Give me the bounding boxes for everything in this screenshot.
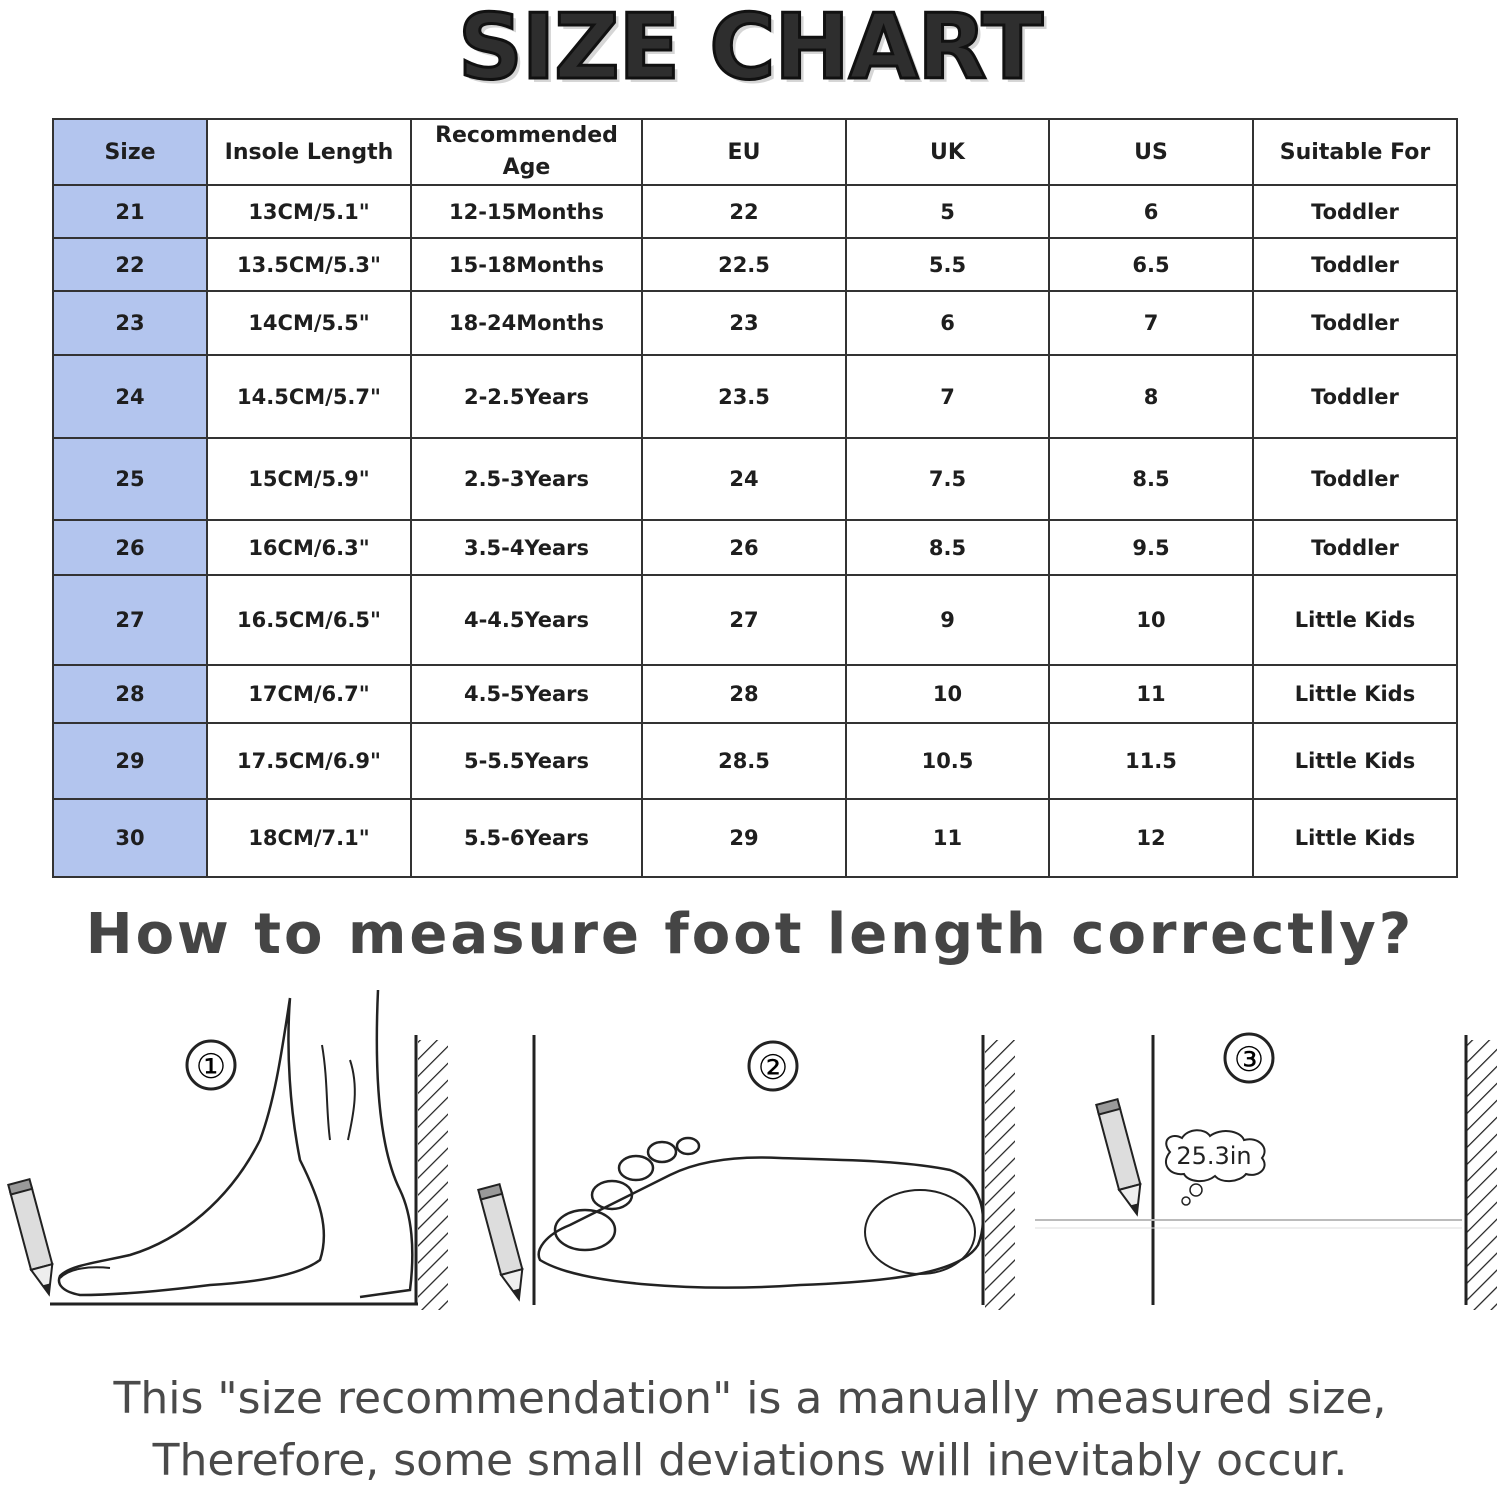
cell-size: 27 — [53, 575, 207, 665]
step-2-illustration — [478, 1035, 1015, 1310]
cell-size: 22 — [53, 238, 207, 291]
measurement-illustrations — [0, 985, 1500, 1325]
cell-insole-length: 14.5CM/5.7" — [207, 355, 411, 438]
step-1-illustration — [8, 990, 448, 1310]
cell-eu: 26 — [642, 520, 846, 575]
cell-suitable-for: Toddler — [1253, 238, 1457, 291]
table-row — [53, 291, 1457, 355]
header-us: US — [1049, 119, 1253, 185]
header-eu: EU — [642, 119, 846, 185]
cell-us: 8.5 — [1049, 438, 1253, 520]
table-row — [53, 575, 1457, 665]
cell-recommended-age: 2.5-3Years — [411, 438, 642, 520]
cell-size: 28 — [53, 665, 207, 723]
table-row — [53, 438, 1457, 520]
cell-uk: 7 — [846, 355, 1049, 438]
table-row — [53, 355, 1457, 438]
cell-suitable-for: Little Kids — [1253, 665, 1457, 723]
cell-recommended-age: 2-2.5Years — [411, 355, 642, 438]
cell-suitable-for: Toddler — [1253, 185, 1457, 238]
cell-uk: 11 — [846, 799, 1049, 877]
cell-uk: 6 — [846, 291, 1049, 355]
header-uk: UK — [846, 119, 1049, 185]
cell-eu: 23.5 — [642, 355, 846, 438]
cell-suitable-for: Toddler — [1253, 291, 1457, 355]
wall-hatching-icon — [985, 1040, 1015, 1310]
cell-size: 29 — [53, 723, 207, 799]
cell-us: 6.5 — [1049, 238, 1253, 291]
cell-eu: 22 — [642, 185, 846, 238]
table-row — [53, 665, 1457, 723]
cell-eu: 28.5 — [642, 723, 846, 799]
table-header-row — [53, 119, 1457, 185]
cell-eu: 28 — [642, 665, 846, 723]
pencil-icon — [478, 1184, 529, 1302]
cell-us: 11.5 — [1049, 723, 1253, 799]
step-1-number: ① — [195, 1047, 227, 1087]
cell-suitable-for: Toddler — [1253, 355, 1457, 438]
cell-us: 10 — [1049, 575, 1253, 665]
cell-recommended-age: 12-15Months — [411, 185, 642, 238]
cell-eu: 24 — [642, 438, 846, 520]
cell-uk: 9 — [846, 575, 1049, 665]
header-suitable-for: Suitable For — [1253, 119, 1457, 185]
cell-insole-length: 13.5CM/5.3" — [207, 238, 411, 291]
table-row — [53, 238, 1457, 291]
cell-uk: 10.5 — [846, 723, 1049, 799]
header-recommended-age: Recommended Age — [411, 119, 642, 185]
cell-insole-length: 18CM/7.1" — [207, 799, 411, 877]
cell-suitable-for: Little Kids — [1253, 575, 1457, 665]
wall-hatching-icon — [1467, 1040, 1497, 1310]
cell-insole-length: 16CM/6.3" — [207, 520, 411, 575]
cell-recommended-age: 15-18Months — [411, 238, 642, 291]
cell-us: 11 — [1049, 665, 1253, 723]
size-table — [52, 118, 1458, 878]
disclaimer-line-1: This "size recommendation" is a manually measured size, — [113, 1373, 1387, 1424]
cell-eu: 27 — [642, 575, 846, 665]
disclaimer-note — [0, 1368, 1500, 1492]
cell-insole-length: 17.5CM/6.9" — [207, 723, 411, 799]
cell-size: 23 — [53, 291, 207, 355]
cell-suitable-for: Toddler — [1253, 438, 1457, 520]
step-3-number: ③ — [1233, 1040, 1265, 1080]
pencil-icon — [8, 1179, 59, 1297]
measure-heading: How to measure foot length correctly? — [85, 902, 1415, 967]
header-size: Size — [53, 119, 207, 185]
foot-sole-icon — [539, 1158, 983, 1288]
cell-recommended-age: 18-24Months — [411, 291, 642, 355]
cell-uk: 10 — [846, 665, 1049, 723]
cell-uk: 5.5 — [846, 238, 1049, 291]
cell-eu: 29 — [642, 799, 846, 877]
cell-suitable-for: Little Kids — [1253, 799, 1457, 877]
cell-insole-length: 14CM/5.5" — [207, 291, 411, 355]
cell-suitable-for: Little Kids — [1253, 723, 1457, 799]
cell-us: 6 — [1049, 185, 1253, 238]
cell-insole-length: 13CM/5.1" — [207, 185, 411, 238]
measurement-value: 25.3in — [1176, 1142, 1252, 1170]
cell-recommended-age: 5.5-6Years — [411, 799, 642, 877]
cell-us: 12 — [1049, 799, 1253, 877]
header-insole-length: Insole Length — [207, 119, 411, 185]
step-2-number: ② — [757, 1048, 789, 1088]
table-row — [53, 520, 1457, 575]
cell-us: 7 — [1049, 291, 1253, 355]
cell-us: 9.5 — [1049, 520, 1253, 575]
cell-insole-length: 17CM/6.7" — [207, 665, 411, 723]
cell-recommended-age: 5-5.5Years — [411, 723, 642, 799]
wall-hatching-icon — [418, 1040, 448, 1310]
step-3-illustration — [1035, 1034, 1497, 1310]
disclaimer-line-2: Therefore, some small deviations will inevitably occur. — [152, 1435, 1348, 1486]
cell-insole-length: 16.5CM/6.5" — [207, 575, 411, 665]
cell-suitable-for: Toddler — [1253, 520, 1457, 575]
table-row — [53, 799, 1457, 877]
cell-us: 8 — [1049, 355, 1253, 438]
cell-size: 21 — [53, 185, 207, 238]
cell-eu: 23 — [642, 291, 846, 355]
ruler-icon — [1035, 1220, 1462, 1228]
table-row — [53, 185, 1457, 238]
cell-insole-length: 15CM/5.9" — [207, 438, 411, 520]
cell-size: 26 — [53, 520, 207, 575]
cell-uk: 5 — [846, 185, 1049, 238]
cell-eu: 22.5 — [642, 238, 846, 291]
cell-uk: 7.5 — [846, 438, 1049, 520]
cell-uk: 8.5 — [846, 520, 1049, 575]
cell-size: 25 — [53, 438, 207, 520]
cell-recommended-age: 4.5-5Years — [411, 665, 642, 723]
cell-recommended-age: 3.5-4Years — [411, 520, 642, 575]
pencil-icon — [1096, 1099, 1147, 1217]
cell-recommended-age: 4-4.5Years — [411, 575, 642, 665]
foot-side-icon — [59, 998, 324, 1295]
cell-size: 24 — [53, 355, 207, 438]
cell-size: 30 — [53, 799, 207, 877]
table-row — [53, 723, 1457, 799]
page-title: SIZE CHART — [457, 0, 1043, 100]
